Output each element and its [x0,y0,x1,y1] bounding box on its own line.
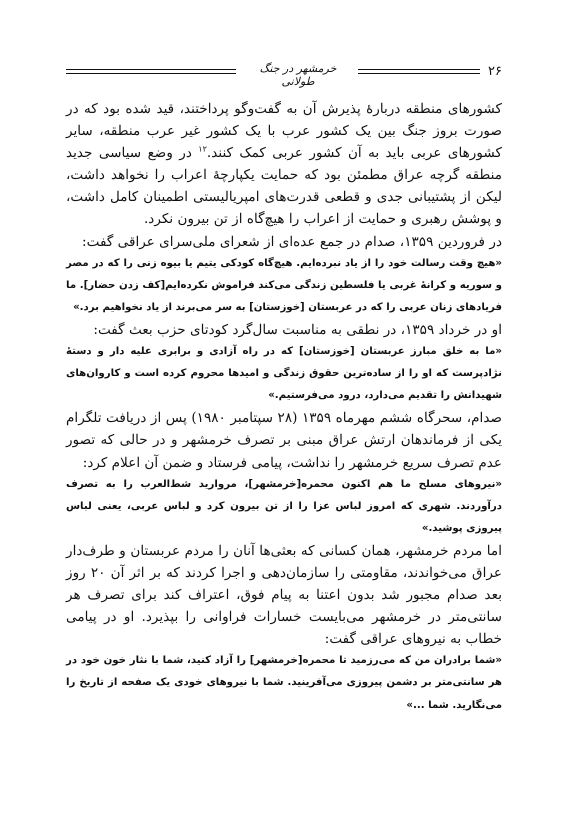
page-header [66,60,502,86]
quote-1: «هیچ وقت رسالت خود را از یاد نبرده‌ایم. هیچ‌گاه کودکی یتیم یا بیوه زنی را که در مصر و سوریه و کرانهٔ غربی یا فلسطین زندگی می‌کند فراموش نکرده‌ایم[کف زدن حضار]. ما فریادهای زنان عربی را که در عربستان [خوزستان] به سر می‌برند از یاد نخواهیم برد.» [66,257,502,313]
quote-3: «نیروهای مسلح ما هم اکنون محمره[خرمشهر]، مروارید شط‌العرب را به تصرف درآوردند. شهری که امروز لباس عزا را از تن بیرون کرد و لباس عربی، یعنی لباس پیروزی پوشید.» [66,478,502,534]
page-body [66,98,502,717]
footnote-reference: ۱۲ [198,144,207,154]
running-title: خرمشهر در جنگ طولانی [259,62,337,88]
paragraph-4: صدام، سحرگاه ششم مهرماه ۱۳۵۹ (۲۸ سپتامبر ۱۹۸۰) پس از دریافت تلگرام یکی از فرماندهان ارتش عراق مبنی بر تصرف خرمشهر و در حالی که تصور عدم تصرف سریع خرمشهر را نداشت، پیامی فرستاد و ضمن آن اعلام کرد: [66,410,502,471]
paragraph-1-text: کشورهای منطقه دربارهٔ پذیرش آن به گفت‌وگو پرداختند، قید شده بود که در صورت بروز جنگ بین یک کشور عرب با یک کشور غیر عرب منطقه، سایر کشورهای عربی باید به آن کشور عربی کمک کنند. [66,101,502,162]
paragraph-3: او در خرداد ۱۳۵۹، در نطقی به مناسبت سال‌گرد کودتای حزب بعث گفت: [93,321,502,338]
paragraph-5: اما مردم خرمشهر، همان کسانی که بعثی‌ها آنان را مردم عربستان و طرف‌دار عراق می‌خواندند، مقاومتی را سازمان‌دهی و اجرا کردند که بر اثر آن ۲۰ روز بعد صدام مجبور شد بدون اعتنا به پیام فوق، اعتراف کند برای تصرف هر سانتی‌متر در خرمشهر می‌بایست خسارات فراوانی را بپذیرد. او در پیامی خطاب به نیروهای عراقی گفت: [66,542,502,648]
header-rule-right [358,69,480,74]
quote-4: «شما برادران من که می‌رزمید تا محمره[خرمشهر] را آزاد کنید، شما با نثار خون خود در هر سانتی‌متر بر دشمن پیروزی می‌آفرینید. شما با نیروهای خودی یک صفحه از تاریخ را می‌نگارید. شما ...» [66,655,502,711]
paragraph-2: در فروردین ۱۳۵۹، صدام در جمع عده‌ای از شعرای ملی‌سرای عراقی گفت: [82,233,502,250]
paragraph-1 [66,98,502,231]
paragraph-1-continuation: در وضع سیاسی جدید منطقه گرچه عراق مطمئن بود که حمایت یکپارچهٔ اعراب را نخواهد داشت، لیکن از پشتیبانی جدی و قطعی قدرت‌های امپریالیستی اطمینان کامل داشت، و پوشش رهبری و حمایت از اعراب را هیچ‌گاه از تن بیرون نکرد. [66,145,502,228]
header-rule-left [66,69,236,74]
page-number: ۲۶ [488,64,502,79]
quote-2: «ما به خلق مبارز عربستان [خوزستان] که در راه آزادی و برابری علیه دار و دستهٔ نژادپرست که او را از ساده‌ترین حقوق زندگی و امیدها محروم کرده است و کاروان‌های شهیدانش را تقدیم می‌دارد، درود می‌فرستیم.» [66,346,502,402]
